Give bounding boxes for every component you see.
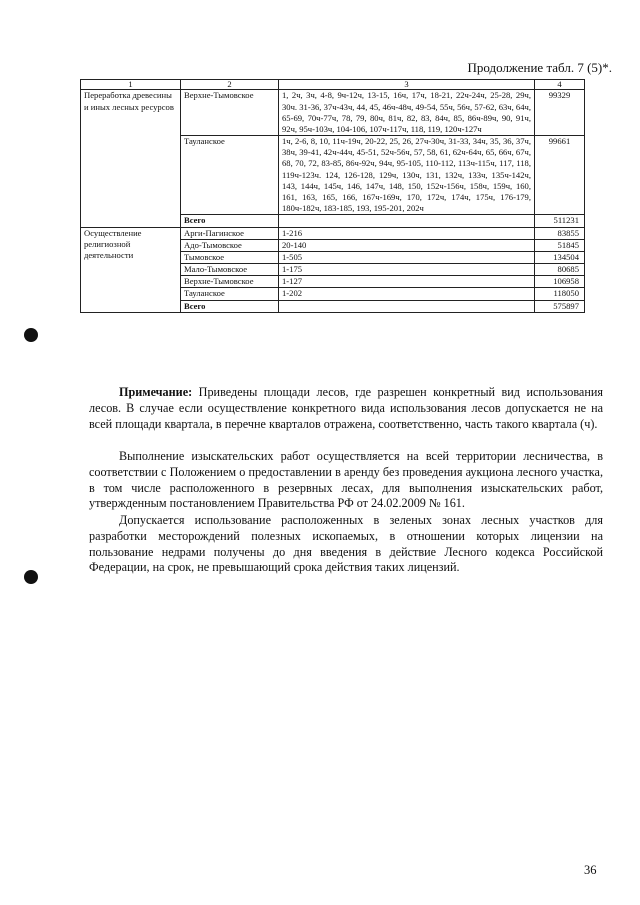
page-number: 36 bbox=[584, 863, 597, 877]
quarters-cell: 1, 2ч, 3ч, 4-8, 9ч-12ч, 13-15, 16ч, 17ч, 18-21, 22ч-24ч, 25-28, 29ч, 30ч. 31-36, 37ч-43ч, 44, 45, 46ч-48ч, 49-54, 55ч, 56ч, 57-62, 63ч, 64ч, 65-69, 70ч-77ч, 78, 79, 80ч, 81ч, 82, 83, 84ч, 85, 86ч-89ч, 90, 91ч, 92ч, 95ч-103ч, 104-106, 107ч-117ч, 118, 119, 120ч-127ч bbox=[279, 90, 535, 136]
table-caption: Продолжение табл. 7 (5)*. bbox=[467, 60, 612, 75]
note-label: Примечание: bbox=[119, 385, 193, 399]
area-cell: 134504 bbox=[535, 251, 585, 263]
column-number-4: 4 bbox=[535, 80, 585, 90]
area-cell: 99661 bbox=[535, 136, 585, 215]
total-value: 511231 bbox=[535, 215, 585, 227]
forest-use-table bbox=[80, 79, 585, 313]
table-row bbox=[81, 227, 585, 239]
quarters-cell: 20-140 bbox=[279, 239, 535, 251]
table-row bbox=[81, 90, 585, 136]
quarters-cell: 1-127 bbox=[279, 276, 535, 288]
total-label: Всего bbox=[181, 300, 279, 312]
survey-works-paragraph bbox=[89, 449, 603, 512]
forestry-cell: Верхне-Тымовское bbox=[181, 90, 279, 136]
forestry-cell: Тымовское bbox=[181, 251, 279, 263]
forestry-cell: Мало-Тымовское bbox=[181, 264, 279, 276]
area-cell: 80685 bbox=[535, 264, 585, 276]
forestry-cell: Адо-Тымовское bbox=[181, 239, 279, 251]
quarters-cell: 1-175 bbox=[279, 264, 535, 276]
paragraph-text: Допускается использование расположенных в зеленых зонах лесных участков для разработки месторождений полезных ископаемых, в отношении которых лицензии на пользование недрами получены до дня введения в действие Лесного кодекса Российской Федерации, на срок, не превышающий срока действия таких лицензий. bbox=[89, 513, 603, 575]
empty-cell bbox=[279, 300, 535, 312]
quarters-cell: 1-505 bbox=[279, 251, 535, 263]
binder-hole-icon bbox=[24, 328, 38, 342]
area-cell: 106958 bbox=[535, 276, 585, 288]
table-header-row bbox=[81, 80, 585, 90]
column-number-3: 3 bbox=[279, 80, 535, 90]
forestry-cell: Верхне-Тымовское bbox=[181, 276, 279, 288]
paragraph-text: Выполнение изыскательских работ осуществляется на всей территории лесничества, в соответствии с Положением о предоставлении в аренду без проведения аукциона лесного участка, в том числе расположенного в резервных лесах, для выполнения изыскательских работ, утвержденным постановлением Правительства РФ от 24.02.2009 № 161. bbox=[89, 449, 603, 511]
note-paragraph bbox=[89, 385, 603, 432]
area-cell: 99329 bbox=[535, 90, 585, 136]
use-type-cell: Осуществление религиозной деятельности bbox=[81, 227, 181, 312]
binder-hole-icon bbox=[24, 570, 38, 584]
forestry-cell: Арги-Пагинское bbox=[181, 227, 279, 239]
note-text: Приведены площади лесов, где разрешен конкретный вид использования лесов. В случае если осуществление конкретного вида использования лесов допускается не на всей площади квартала, в перечне кварталов отражена, соответственно, часть такого квартала (ч). bbox=[89, 385, 603, 431]
total-value: 575897 bbox=[535, 300, 585, 312]
empty-cell bbox=[279, 215, 535, 227]
quarters-cell: 1-216 bbox=[279, 227, 535, 239]
quarters-cell: 1-202 bbox=[279, 288, 535, 300]
column-number-1: 1 bbox=[81, 80, 181, 90]
area-cell: 83855 bbox=[535, 227, 585, 239]
total-label: Всего bbox=[181, 215, 279, 227]
forestry-cell: Тауланское bbox=[181, 288, 279, 300]
area-cell: 118050 bbox=[535, 288, 585, 300]
mining-use-paragraph bbox=[89, 513, 603, 576]
use-type-cell: Переработка древесины и иных лесных ресурсов bbox=[81, 90, 181, 227]
forestry-cell: Тауланское bbox=[181, 136, 279, 215]
column-number-2: 2 bbox=[181, 80, 279, 90]
area-cell: 51845 bbox=[535, 239, 585, 251]
quarters-cell: 1ч, 2-6, 8, 10, 11ч-19ч, 20-22, 25, 26, 27ч-30ч, 31-33, 34ч, 35, 36, 37ч, 38ч, 39-41, 42ч-44ч, 45-51, 52ч-56ч, 57, 58, 61, 62ч-64ч, 65, 66ч, 67ч, 68, 70, 72, 83-85, 86ч-92ч, 94ч, 95-105, 110-112, 113ч-115ч, 117, 118, 119ч-123ч. 124, 126-128, 129ч, 130ч, 131, 132ч, 133ч, 135ч-142ч, 143, 144ч, 145ч, 146, 147ч, 148, 150, 152ч-156ч, 158ч, 159ч, 160, 161, 163, 165, 166, 167ч-169ч, 170, 172ч, 174ч, 175ч, 176-179, 180ч-182ч, 183-185, 193, 195-201, 202ч bbox=[279, 136, 535, 215]
